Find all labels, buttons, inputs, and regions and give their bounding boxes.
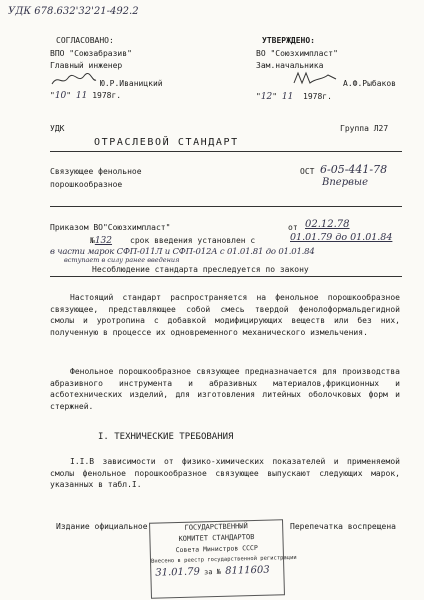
approval-left-date: "10" 11 1978г. (50, 91, 122, 101)
ost-number: 6-05-441-78 (320, 163, 388, 176)
date-year: 1978г. (92, 91, 122, 100)
compliance-rule (50, 276, 402, 277)
section-rule (50, 206, 402, 207)
stamp-date: 31.01.79 (155, 566, 201, 579)
term-text: срок введения установлен с (130, 236, 256, 245)
date-quote: " (50, 91, 55, 100)
approval-right-org: ВО "Союзхимпласт" (256, 49, 338, 58)
order-text: Приказом ВО"Союзхимпласт" (50, 223, 171, 232)
order-number-value: 132 (94, 236, 113, 246)
date-day: 10 (54, 91, 67, 101)
stamp-number-prefix: за № (203, 567, 222, 577)
handwritten-note-inforce: вступает в силу ранее введения (64, 256, 180, 264)
stamp-number: 8111603 (225, 564, 270, 577)
approval-right-role: Зам.начальника (256, 61, 324, 70)
section-heading: I. ТЕХНИЧЕСКИЕ ТРЕБОВАНИЯ (98, 432, 234, 442)
standard-title: ОТРАСЛЕВОЙ СТАНДАРТ (94, 137, 239, 148)
number-sign: № (90, 236, 95, 245)
group-label: Группа Л27 (340, 124, 389, 133)
paragraph-grades: I.I.В зависимости от физико-химических показателей и применяемой смолы фенольное порошкообразное связующее выпускают следующих марок, указанных в табл.I. (50, 457, 400, 490)
date-year: 1978г. (303, 92, 332, 101)
registration-stamp (149, 519, 297, 598)
date-month: 11 (281, 92, 294, 102)
term-dates: 01.01.79 до 01.01.84 (290, 232, 393, 243)
paragraph-purpose: Фенольное порошкообразное связующее предназначается для производства абразивного инструмента и абразивных материалов,фрикционных и асботехнических изделий, для изготовления литейных оболочковых форм и стержней. (50, 367, 400, 412)
stamp-line4: Внесено в реестр государственной регистрации (150, 554, 297, 565)
order-date: 02.12.78 (305, 219, 350, 230)
udk-code: УДК 678.632'32'21-492.2 (8, 6, 139, 17)
stamp-line1: ГОСУДАРСТВЕННЫЙ (184, 522, 248, 532)
approval-left-name: Ю.Р.Иваницкий (100, 79, 163, 88)
compliance-text: Несоблюдение стандарта преследуется по закону (92, 265, 309, 274)
ost-label: ОСТ (300, 167, 315, 176)
title-rule (50, 151, 402, 152)
approval-right-date: "12" 11 1978г. (256, 92, 332, 102)
approval-right-name: А.Ф.Рыбаков (343, 79, 396, 88)
product-name-line1: Связующее фенольное (50, 167, 142, 176)
approval-right-title: УТВЕРЖДЕНО: (262, 36, 315, 45)
stamp-line3: Совета Министров СССР (175, 543, 258, 555)
date-day: 12 (260, 92, 273, 102)
approval-left-role: Главный инженер (50, 61, 123, 70)
approval-left-org: ВПО "Союзабразив" (50, 49, 132, 58)
handwritten-note-marks: в части марок СФП-011Л и СФП-012А с 01.01.81 до 01.01.84 (50, 247, 315, 257)
date-month: 11 (75, 91, 88, 101)
footer-official: Издание официальное (56, 522, 148, 531)
order-from: от (288, 223, 298, 232)
footer-reprint: Перепечатка воспрещена (290, 522, 396, 531)
udk-short: УДК (50, 124, 65, 133)
stamp-line2: КОМИТЕТ СТАНДАРТОВ (178, 533, 255, 543)
ost-note: Впервые (322, 177, 368, 188)
order-number (90, 236, 112, 246)
signature-right (292, 70, 338, 86)
product-name-line2: порошкообразное (50, 180, 123, 189)
paragraph-scope: Настоящий стандарт распространяется на фенольное порошкообразное связующее, представляющее собой смесь твердой фенолоформальдегидной смолы и уротропина с добавкой модифицирующих веществ или без них, полученную в процессе их одновременного механического измельчения. (50, 293, 400, 338)
signature-left (50, 72, 98, 88)
approval-left-title: СОГЛАСОВАНО: (56, 36, 114, 45)
